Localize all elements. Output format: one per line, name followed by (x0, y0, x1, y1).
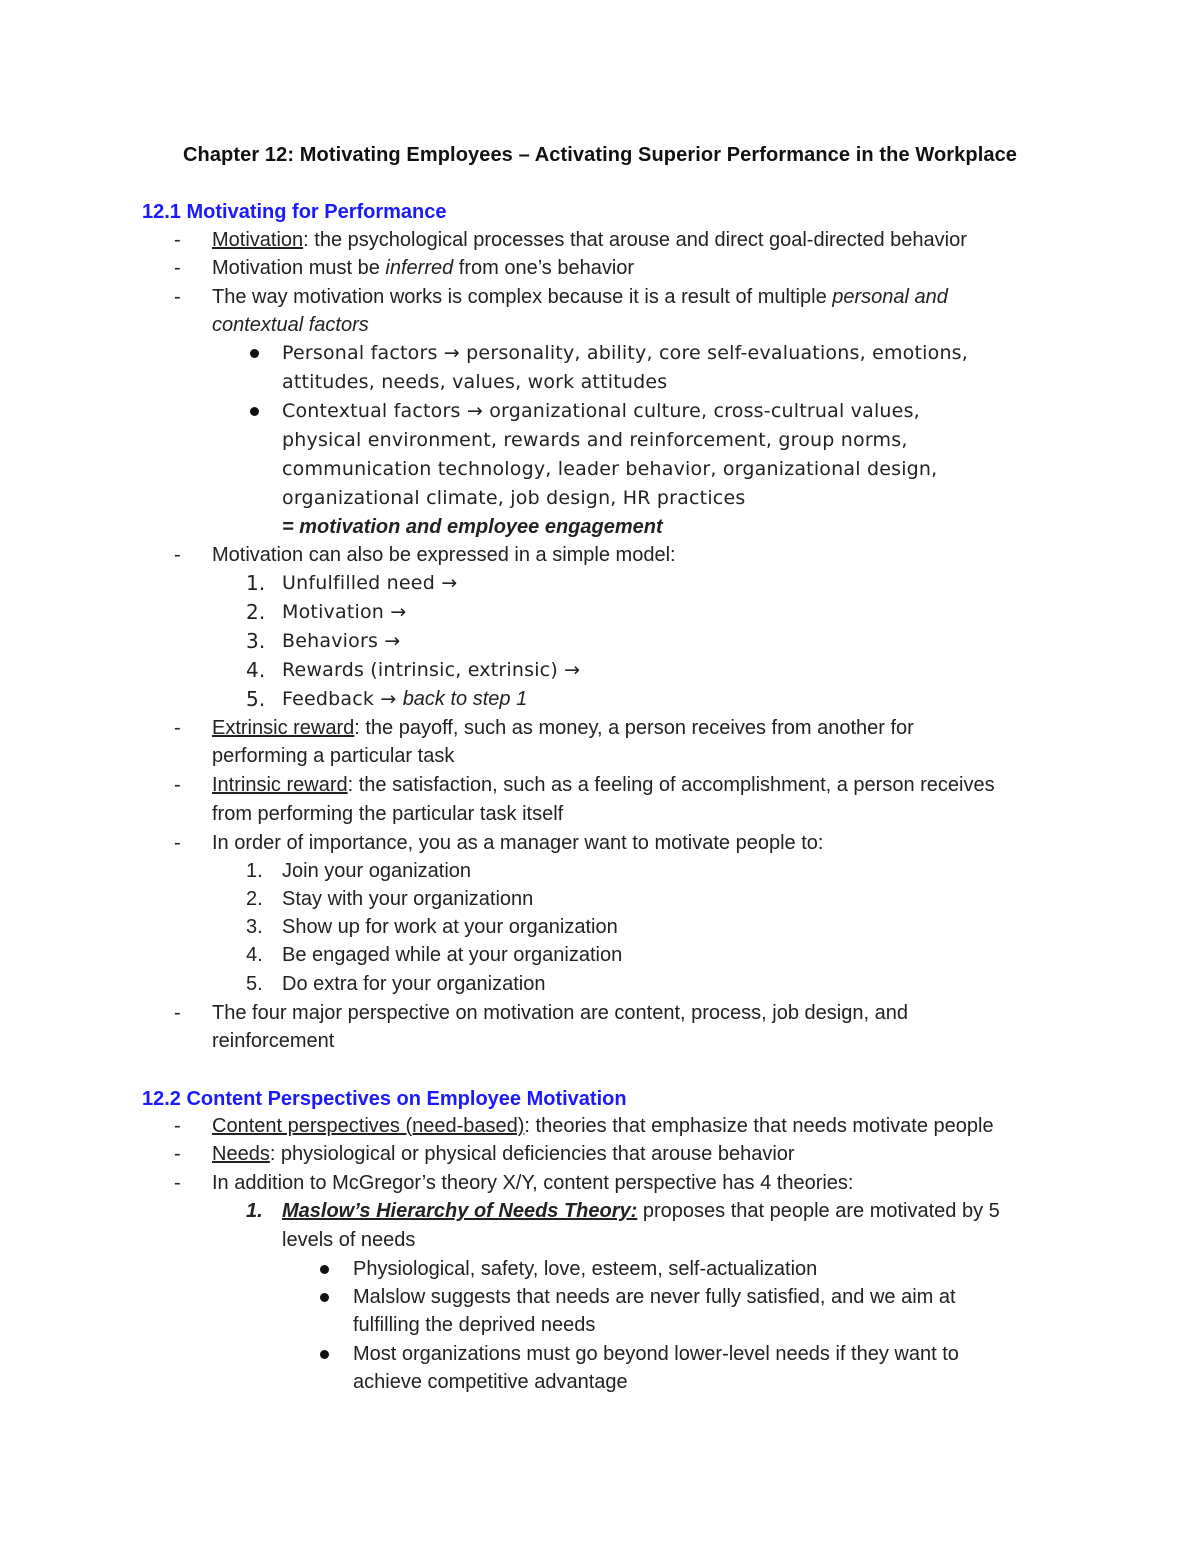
inferred-line (212, 254, 634, 283)
term-content-perspectives: Content perspectives (need-based) (212, 1115, 525, 1137)
section-heading-12-1: 12.1 Motivating for Performance (142, 201, 447, 223)
personal-factors-cont: attitudes, needs, values, work attitudes (282, 371, 668, 393)
definition-text: : the payoff, such as money, a person receives from another for (354, 717, 914, 739)
model-step: Rewards (intrinsic, extrinsic) → (282, 659, 581, 681)
term-intrinsic-reward: Intrinsic reward (212, 774, 348, 796)
extrinsic-reward-cont: performing a particular task (212, 745, 455, 767)
order-item: Stay with your organizationn (282, 888, 534, 910)
maslow-organizations: Most organizations must go beyond lower-level needs if they want to (353, 1343, 959, 1365)
italic-text: personal and (832, 286, 948, 308)
list-number: 5. (246, 687, 266, 711)
text: The way motivation works is complex because it is a result of multiple (212, 286, 833, 308)
complex-line-cont (212, 311, 369, 340)
needs-definition (212, 1140, 795, 1169)
order-item: Show up for work at your organization (282, 916, 618, 938)
dash-marker: - (174, 257, 181, 279)
italic-text: inferred (385, 257, 454, 279)
dash-marker: - (174, 1002, 181, 1024)
maslow-organizations-cont: achieve competitive advantage (353, 1371, 628, 1393)
order-item: Be engaged while at your organization (282, 944, 623, 966)
contextual-factors-cont: organizational climate, job design, HR practices (282, 487, 746, 509)
bullet-icon (250, 349, 259, 358)
maslow-theory (282, 1197, 1000, 1226)
personal-factors: Personal factors → personality, ability, core self-evaluations, emotions, (282, 342, 969, 364)
section-heading-12-2: 12.2 Content Perspectives on Employee Motivation (142, 1088, 627, 1110)
intrinsic-reward-definition (212, 771, 995, 800)
contextual-factors-cont: physical environment, rewards and reinforcement, group norms, (282, 429, 908, 451)
bold-italic-text: = motivation and employee engagement (282, 516, 663, 538)
engagement-result (282, 513, 663, 542)
four-perspectives-cont: reinforcement (212, 1030, 335, 1052)
model-step (282, 685, 527, 714)
definition-text: : theories that emphasize that needs motivate people (524, 1115, 994, 1137)
text: Motivation must be (212, 257, 386, 279)
dash-marker: - (174, 774, 181, 796)
list-number: 3. (246, 916, 263, 938)
dash-marker: - (174, 1172, 181, 1194)
definition-text: : the satisfaction, such as a feeling of accomplishment, a person receives (347, 774, 995, 796)
page-title: Chapter 12: Motivating Employees – Activating Superior Performance in the Workplace (182, 144, 1018, 166)
list-number: 4. (246, 658, 266, 682)
complex-line (212, 283, 948, 312)
term-maslow-hierarchy: Maslow’s Hierarchy of Needs Theory: (282, 1200, 638, 1222)
dash-marker: - (174, 229, 181, 251)
list-number: 1. (246, 571, 266, 595)
model-step: Behaviors → (282, 630, 401, 652)
italic-text: contextual factors (212, 314, 369, 336)
italic-text: back to step 1 (402, 688, 528, 710)
definition-text: : the psychological processes that arouse and direct goal-directed behavior (303, 229, 967, 251)
list-number: 1. (246, 860, 263, 882)
bullet-icon (320, 1265, 329, 1274)
order-item: Join your oganization (282, 860, 472, 882)
bullet-icon (250, 407, 259, 416)
content-perspectives-definition (212, 1112, 994, 1141)
order-intro: In order of importance, you as a manager want to motivate people to: (212, 832, 824, 854)
list-number: 2. (246, 888, 263, 910)
maslow-levels: Physiological, safety, love, esteem, self-actualization (353, 1258, 818, 1280)
dash-marker: - (174, 1143, 181, 1165)
dash-marker: - (174, 832, 181, 854)
list-number: 1. (246, 1200, 263, 1222)
order-item: Do extra for your organization (282, 973, 546, 995)
dash-marker: - (174, 544, 181, 566)
contextual-factors-cont: communication technology, leader behavior, organizational design, (282, 458, 938, 480)
motivation-definition (212, 226, 967, 255)
text: from one’s behavior (453, 257, 635, 279)
definition-text: : physiological or physical deficiencies that arouse behavior (269, 1143, 795, 1165)
term-motivation: Motivation (212, 229, 304, 251)
term-extrinsic-reward: Extrinsic reward (212, 717, 355, 739)
contextual-factors: Contextual factors → organizational culture, cross-cultrual values, (282, 400, 920, 422)
model-step: Unfulfilled need → (282, 572, 458, 594)
maslow-never-satisfied-cont: fulfilling the deprived needs (353, 1314, 596, 1336)
dash-marker: - (174, 286, 181, 308)
intrinsic-reward-cont: from performing the particular task itself (212, 803, 564, 825)
list-number: 5. (246, 973, 263, 995)
model-intro: Motivation can also be expressed in a simple model: (212, 544, 676, 566)
list-number: 4. (246, 944, 263, 966)
model-step: Motivation → (282, 601, 407, 623)
list-number: 2. (246, 600, 266, 624)
text: Feedback → (282, 688, 403, 710)
list-number: 3. (246, 629, 266, 653)
bullet-icon (320, 1293, 329, 1302)
maslow-theory-cont: levels of needs (282, 1229, 416, 1251)
term-needs: Needs (212, 1143, 270, 1165)
dash-marker: - (174, 717, 181, 739)
dash-marker: - (174, 1115, 181, 1137)
four-perspectives: The four major perspective on motivation are content, process, job design, and (212, 1002, 908, 1024)
theories-intro: In addition to McGregor’s theory X/Y, content perspective has 4 theories: (212, 1172, 854, 1194)
extrinsic-reward-definition (212, 714, 914, 743)
definition-text: proposes that people are motivated by 5 (637, 1200, 1000, 1222)
maslow-never-satisfied: Malslow suggests that needs are never fully satisfied, and we aim at (353, 1286, 956, 1308)
bullet-icon (320, 1350, 329, 1359)
